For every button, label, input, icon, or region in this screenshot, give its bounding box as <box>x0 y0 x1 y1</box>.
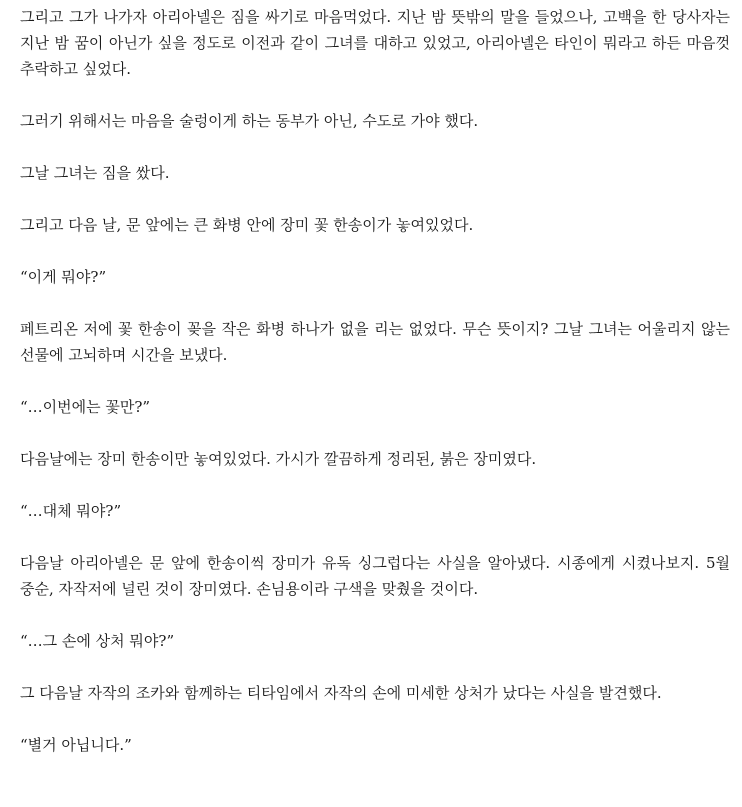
paragraph-gap <box>20 186 730 212</box>
paragraph-gap <box>20 602 730 628</box>
paragraph-gap <box>20 654 730 680</box>
dialogue-line-3: “…대체 뭐야?” <box>20 502 122 520</box>
paragraph-gap <box>20 706 730 732</box>
paragraph-6: 다음날에는 장미 한송이만 놓여있었다. 가시가 깔끔하게 정리된, 붉은 장미였다. <box>20 450 537 468</box>
paragraph-7: 다음날 아리아넬은 문 앞에 한송이씩 장미가 유독 싱그럽다는 사실을 알아냈다. 시종에게 시켰나보지. 5월 중순, 자작저에 널린 것이 장미였다. 손님용이라 구색을 맞췄을 것이다. <box>20 554 730 598</box>
paragraph-gap <box>20 472 730 498</box>
paragraph-gap <box>20 82 730 108</box>
paragraph-gap <box>20 524 730 550</box>
paragraph-gap <box>20 134 730 160</box>
paragraph-4: 그리고 다음 날, 문 앞에는 큰 화병 안에 장미 꽃 한송이가 놓여있었다. <box>20 216 474 234</box>
dialogue-line-4: “…그 손에 상처 뭐야?” <box>20 632 175 650</box>
paragraph-8: 그 다음날 자작의 조카와 함께하는 티타임에서 자작의 손에 미세한 상처가 났다는 사실을 발견했다. <box>20 684 662 702</box>
dialogue-line-1: “이게 뭐야?” <box>20 268 107 286</box>
dialogue-line-5: “별거 아닙니다.” <box>20 736 132 754</box>
paragraph-gap <box>20 290 730 316</box>
paragraph-gap <box>20 238 730 264</box>
paragraph-2: 그러기 위해서는 마음을 술렁이게 하는 동부가 아닌, 수도로 가야 했다. <box>20 112 479 130</box>
paragraph-gap <box>20 420 730 446</box>
paragraph-1: 그리고 그가 나가자 아리아넬은 짐을 싸기로 마음먹었다. 지난 밤 뜻밖의 말을 들었으나, 고백을 한 당사자는 지난 밤 꿈이 아닌가 싶을 정도로 이전과 같이 그녀를 대하고 있었고, 아리아넬은 타인이 뭐라고 하든 마음껏 추락하고 싶었다. <box>20 8 730 78</box>
paragraph-gap <box>20 368 730 394</box>
dialogue-line-2: “…이번에는 꽃만?” <box>20 398 151 416</box>
paragraph-5: 페트리온 저에 꽃 한송이 꽂을 작은 화병 하나가 없을 리는 없었다. 무슨 뜻이지? 그날 그녀는 어울리지 않는 선물에 고뇌하며 시간을 보냈다. <box>20 320 730 364</box>
paragraph-3: 그날 그녀는 짐을 쌌다. <box>20 164 170 182</box>
